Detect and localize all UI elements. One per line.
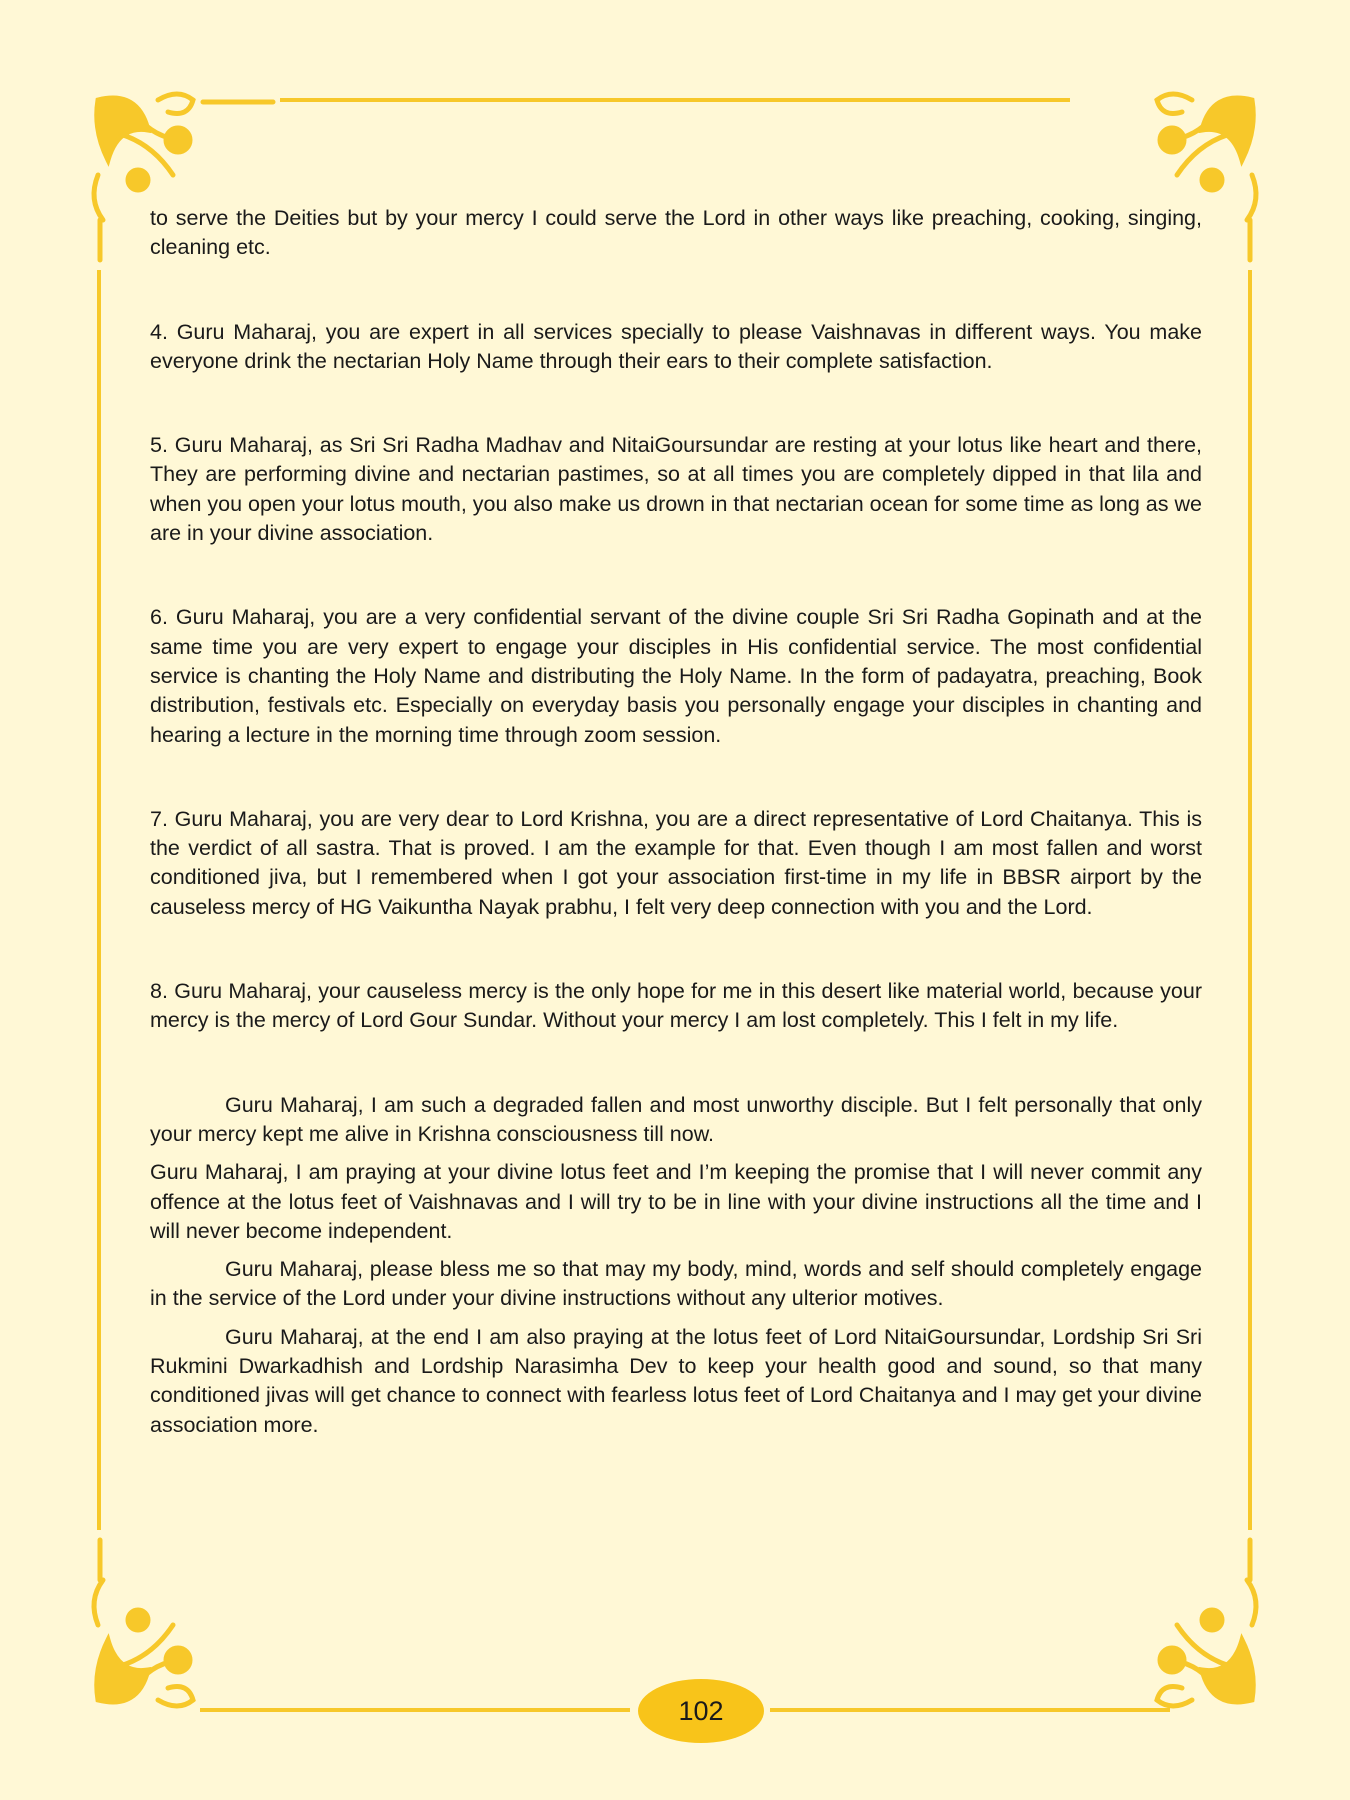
paragraph-8: 8. Guru Maharaj, your causeless mercy is the only hope for me in this desert like material world, because your mercy is the mercy of Lord Gour Sundar. Without your mercy I am lost completely. This I felt in my life.	[150, 979, 1202, 1033]
closing-paragraph-2: Guru Maharaj, I am praying at your divine lotus feet and I’m keeping the promise that I will never commit any offence at the lotus feet of Vaishnavas and I will try to be in line with your divine instructions all the time and I will never become independent.	[150, 1160, 1202, 1243]
border-right	[1248, 270, 1252, 1530]
page-body	[150, 204, 1202, 1440]
corner-ornament-icon	[1072, 1520, 1272, 1720]
paragraph-5: 5. Guru Maharaj, as Sri Sri Radha Madhav and NitaiGoursundar are resting at your lotus like heart and there, They are performing divine and nectarian pastimes, so at all times you are completely dipped in that lila and when you open your lotus mouth, you also make us drown in that nectarian ocean for some time as long as we are in your divine association.	[150, 433, 1202, 546]
closing-paragraph-4: Guru Maharaj, at the end I am also praying at the lotus feet of Lord NitaiGoursundar, Lordship Sri Sri Rukmini Dwarkadhish and Lordship Narasimha Dev to keep your health good and sound, so that many conditioned jivas will get chance to connect with fearless lotus feet of Lord Chaitanya and I may get your divine association more.	[150, 1324, 1202, 1437]
paragraph-6: 6. Guru Maharaj, you are a very confidential servant of the divine couple Sri Sri Radha Gopinath and at the same time you are very expert to engage your disciples in His confidential service. The most confidential service is chanting the Holy Name and distributing the Holy Name. In the form of padayatra, preaching, Book distribution, festivals etc. Especially on everyday basis you personally engage your disciples in chanting and hearing a lecture in the morning time through zoom session.	[150, 605, 1202, 747]
border-left	[97, 270, 101, 1530]
paragraph-continuation: to serve the Deities but by your mercy I could serve the Lord in other ways like preaching, cooking, singing, cleaning etc.	[150, 206, 1202, 260]
paragraph-7: 7. Guru Maharaj, you are very dear to Lord Krishna, you are a direct representative of Lord Chaitanya. This is the verdict of all sastra. That is proved. I am the example for that. Even though I am most fallen and worst conditioned jiva, but I remembered when I got your association first-time in my life in BBSR airport by the causeless mercy of HG Vaikuntha Nayak prabhu, I felt very deep connection with you and the Lord.	[150, 806, 1202, 919]
closing-paragraph-3: Guru Maharaj, please bless me so that may my body, mind, words and self should completely engage in the service of the Lord under your divine instructions without any ulterior motives.	[150, 1257, 1202, 1311]
closing-paragraph-1: Guru Maharaj, I am such a degraded fallen and most unworthy disciple. But I felt personally that only your mercy kept me alive in Krishna consciousness till now.	[150, 1092, 1202, 1146]
corner-ornament-icon	[78, 1520, 278, 1720]
border-top	[280, 98, 1070, 102]
paragraph-4: 4. Guru Maharaj, you are expert in all services specially to please Vaishnavas in different ways. You make everyone drink the nectarian Holy Name through their ears to their complete satisfaction.	[150, 319, 1202, 373]
page-number: 102	[638, 1679, 764, 1743]
